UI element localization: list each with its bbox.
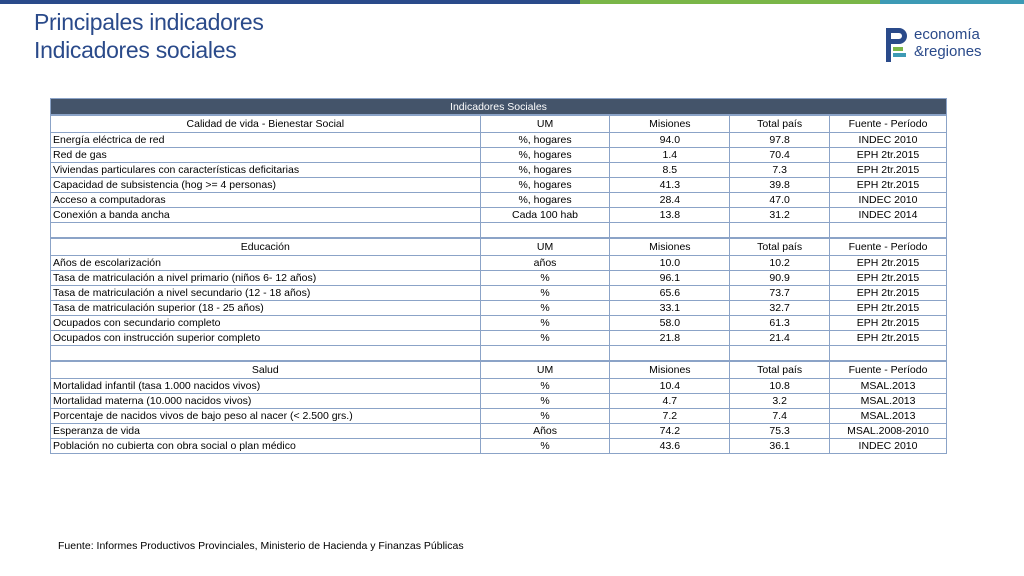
table-row bbox=[51, 148, 947, 163]
table-row bbox=[51, 316, 947, 331]
table-cell-empty bbox=[610, 346, 730, 362]
source-period: EPH 2tr.2015 bbox=[830, 286, 947, 301]
misiones-value: 8.5 bbox=[610, 163, 730, 178]
column-header: Fuente - Período bbox=[830, 361, 947, 379]
column-header: Misiones bbox=[610, 361, 730, 379]
table-row bbox=[51, 379, 947, 394]
misiones-value: 7.2 bbox=[610, 409, 730, 424]
indicator-name: Años de escolarización bbox=[51, 256, 481, 271]
table-row bbox=[51, 256, 947, 271]
source-period: EPH 2tr.2015 bbox=[830, 148, 947, 163]
source-period: INDEC 2010 bbox=[830, 193, 947, 208]
section-title: Calidad de vida - Bienestar Social bbox=[51, 115, 481, 133]
unit-cell: % bbox=[480, 271, 610, 286]
indicator-name: Ocupados con secundario completo bbox=[51, 316, 481, 331]
indicator-name: Tasa de matriculación a nivel secundario (12 - 18 años) bbox=[51, 286, 481, 301]
table-row bbox=[51, 286, 947, 301]
indicator-name: Viviendas particulares con características deficitarias bbox=[51, 163, 481, 178]
source-period: EPH 2tr.2015 bbox=[830, 271, 947, 286]
misiones-value: 41.3 bbox=[610, 178, 730, 193]
column-header: Total país bbox=[730, 361, 830, 379]
indicator-name: Esperanza de vida bbox=[51, 424, 481, 439]
unit-cell: % bbox=[480, 286, 610, 301]
top-bar-teal-segment bbox=[880, 0, 1024, 4]
table-row bbox=[51, 394, 947, 409]
table-cell-empty bbox=[730, 346, 830, 362]
source-period: EPH 2tr.2015 bbox=[830, 316, 947, 331]
indicator-name: Tasa de matriculación a nivel primario (niños 6- 12 años) bbox=[51, 271, 481, 286]
source-period: EPH 2tr.2015 bbox=[830, 256, 947, 271]
total-pais-value: 10.2 bbox=[730, 256, 830, 271]
unit-cell: % bbox=[480, 439, 610, 454]
total-pais-value: 70.4 bbox=[730, 148, 830, 163]
unit-cell: % bbox=[480, 331, 610, 346]
logo-line2: &regiones bbox=[914, 43, 982, 60]
column-header: Fuente - Período bbox=[830, 238, 947, 256]
source-period: MSAL.2008-2010 bbox=[830, 424, 947, 439]
table-row bbox=[51, 424, 947, 439]
table-title: Indicadores Sociales bbox=[51, 99, 947, 116]
unit-cell: % bbox=[480, 316, 610, 331]
table-cell-empty bbox=[51, 223, 481, 239]
unit-cell: %, hogares bbox=[480, 133, 610, 148]
table-row bbox=[51, 178, 947, 193]
unit-cell: Cada 100 hab bbox=[480, 208, 610, 223]
indicator-name: Conexión a banda ancha bbox=[51, 208, 481, 223]
table-title-row bbox=[51, 99, 947, 116]
table-row bbox=[51, 409, 947, 424]
table-row bbox=[51, 331, 947, 346]
logo-line1: economía bbox=[914, 26, 980, 43]
page-title-line2: Indicadores sociales bbox=[34, 37, 237, 63]
misiones-value: 43.6 bbox=[610, 439, 730, 454]
indicator-name: Capacidad de subsistencia (hog >= 4 personas) bbox=[51, 178, 481, 193]
unit-cell: %, hogares bbox=[480, 148, 610, 163]
unit-cell: % bbox=[480, 301, 610, 316]
indicator-name: Acceso a computadoras bbox=[51, 193, 481, 208]
section-header-row bbox=[51, 238, 947, 256]
section-header-row bbox=[51, 115, 947, 133]
unit-cell: %, hogares bbox=[480, 193, 610, 208]
source-period: EPH 2tr.2015 bbox=[830, 331, 947, 346]
indicator-name: Energía eléctrica de red bbox=[51, 133, 481, 148]
table-cell-empty bbox=[480, 223, 610, 239]
total-pais-value: 39.8 bbox=[730, 178, 830, 193]
misiones-value: 33.1 bbox=[610, 301, 730, 316]
misiones-value: 10.0 bbox=[610, 256, 730, 271]
unit-cell: Años bbox=[480, 424, 610, 439]
column-header: Fuente - Período bbox=[830, 115, 947, 133]
indicator-name: Mortalidad materna (10.000 nacidos vivos) bbox=[51, 394, 481, 409]
table-spacer-row bbox=[51, 223, 947, 239]
source-period: MSAL.2013 bbox=[830, 394, 947, 409]
table-cell-empty bbox=[730, 223, 830, 239]
total-pais-value: 3.2 bbox=[730, 394, 830, 409]
column-header: UM bbox=[480, 361, 610, 379]
total-pais-value: 7.4 bbox=[730, 409, 830, 424]
total-pais-value: 90.9 bbox=[730, 271, 830, 286]
brand-logo bbox=[884, 26, 1004, 66]
source-period: MSAL.2013 bbox=[830, 379, 947, 394]
indicator-name: Ocupados con instrucción superior completo bbox=[51, 331, 481, 346]
source-period: INDEC 2014 bbox=[830, 208, 947, 223]
misiones-value: 1.4 bbox=[610, 148, 730, 163]
table-row bbox=[51, 163, 947, 178]
page-title-line1: Principales indicadores bbox=[34, 9, 264, 35]
misiones-value: 94.0 bbox=[610, 133, 730, 148]
indicator-name: Porcentaje de nacidos vivos de bajo peso al nacer (< 2.500 grs.) bbox=[51, 409, 481, 424]
misiones-value: 58.0 bbox=[610, 316, 730, 331]
total-pais-value: 7.3 bbox=[730, 163, 830, 178]
page-title bbox=[34, 8, 264, 64]
unit-cell: % bbox=[480, 409, 610, 424]
unit-cell: % bbox=[480, 394, 610, 409]
top-color-bar bbox=[0, 0, 1024, 4]
table-cell-empty bbox=[830, 346, 947, 362]
indicator-name: Tasa de matriculación superior (18 - 25 años) bbox=[51, 301, 481, 316]
indicators-table bbox=[50, 98, 947, 454]
source-period: EPH 2tr.2015 bbox=[830, 178, 947, 193]
total-pais-value: 21.4 bbox=[730, 331, 830, 346]
misiones-value: 74.2 bbox=[610, 424, 730, 439]
logo-text bbox=[914, 26, 982, 60]
section-title: Educación bbox=[51, 238, 481, 256]
column-header: Misiones bbox=[610, 115, 730, 133]
misiones-value: 65.6 bbox=[610, 286, 730, 301]
total-pais-value: 36.1 bbox=[730, 439, 830, 454]
column-header: Total país bbox=[730, 238, 830, 256]
source-period: INDEC 2010 bbox=[830, 439, 947, 454]
source-period: MSAL.2013 bbox=[830, 409, 947, 424]
total-pais-value: 97.8 bbox=[730, 133, 830, 148]
table-row bbox=[51, 301, 947, 316]
table-cell-empty bbox=[480, 346, 610, 362]
top-bar-green-segment bbox=[580, 0, 880, 4]
unit-cell: % bbox=[480, 379, 610, 394]
total-pais-value: 75.3 bbox=[730, 424, 830, 439]
misiones-value: 96.1 bbox=[610, 271, 730, 286]
misiones-value: 4.7 bbox=[610, 394, 730, 409]
table-spacer-row bbox=[51, 346, 947, 362]
source-period: EPH 2tr.2015 bbox=[830, 163, 947, 178]
misiones-value: 10.4 bbox=[610, 379, 730, 394]
table-row bbox=[51, 208, 947, 223]
indicator-name: Mortalidad infantil (tasa 1.000 nacidos vivos) bbox=[51, 379, 481, 394]
unit-cell: %, hogares bbox=[480, 178, 610, 193]
misiones-value: 28.4 bbox=[610, 193, 730, 208]
table-row bbox=[51, 193, 947, 208]
total-pais-value: 32.7 bbox=[730, 301, 830, 316]
misiones-value: 21.8 bbox=[610, 331, 730, 346]
column-header: Misiones bbox=[610, 238, 730, 256]
total-pais-value: 10.8 bbox=[730, 379, 830, 394]
total-pais-value: 31.2 bbox=[730, 208, 830, 223]
section-title: Salud bbox=[51, 361, 481, 379]
table-cell-empty bbox=[610, 223, 730, 239]
column-header: UM bbox=[480, 238, 610, 256]
indicator-name: Red de gas bbox=[51, 148, 481, 163]
table-cell-empty bbox=[51, 346, 481, 362]
unit-cell: %, hogares bbox=[480, 163, 610, 178]
misiones-value: 13.8 bbox=[610, 208, 730, 223]
er-logo-icon bbox=[886, 28, 908, 62]
total-pais-value: 47.0 bbox=[730, 193, 830, 208]
indicator-name: Población no cubierta con obra social o plan médico bbox=[51, 439, 481, 454]
footer-source: Fuente: Informes Productivos Provinciales, Ministerio de Hacienda y Finanzas Públicas bbox=[58, 540, 464, 552]
top-bar-blue-segment bbox=[0, 0, 580, 4]
table-cell-empty bbox=[830, 223, 947, 239]
unit-cell: años bbox=[480, 256, 610, 271]
table-row bbox=[51, 439, 947, 454]
table-row bbox=[51, 133, 947, 148]
source-period: EPH 2tr.2015 bbox=[830, 301, 947, 316]
column-header: UM bbox=[480, 115, 610, 133]
total-pais-value: 61.3 bbox=[730, 316, 830, 331]
column-header: Total país bbox=[730, 115, 830, 133]
total-pais-value: 73.7 bbox=[730, 286, 830, 301]
table-row bbox=[51, 271, 947, 286]
source-period: INDEC 2010 bbox=[830, 133, 947, 148]
section-header-row bbox=[51, 361, 947, 379]
